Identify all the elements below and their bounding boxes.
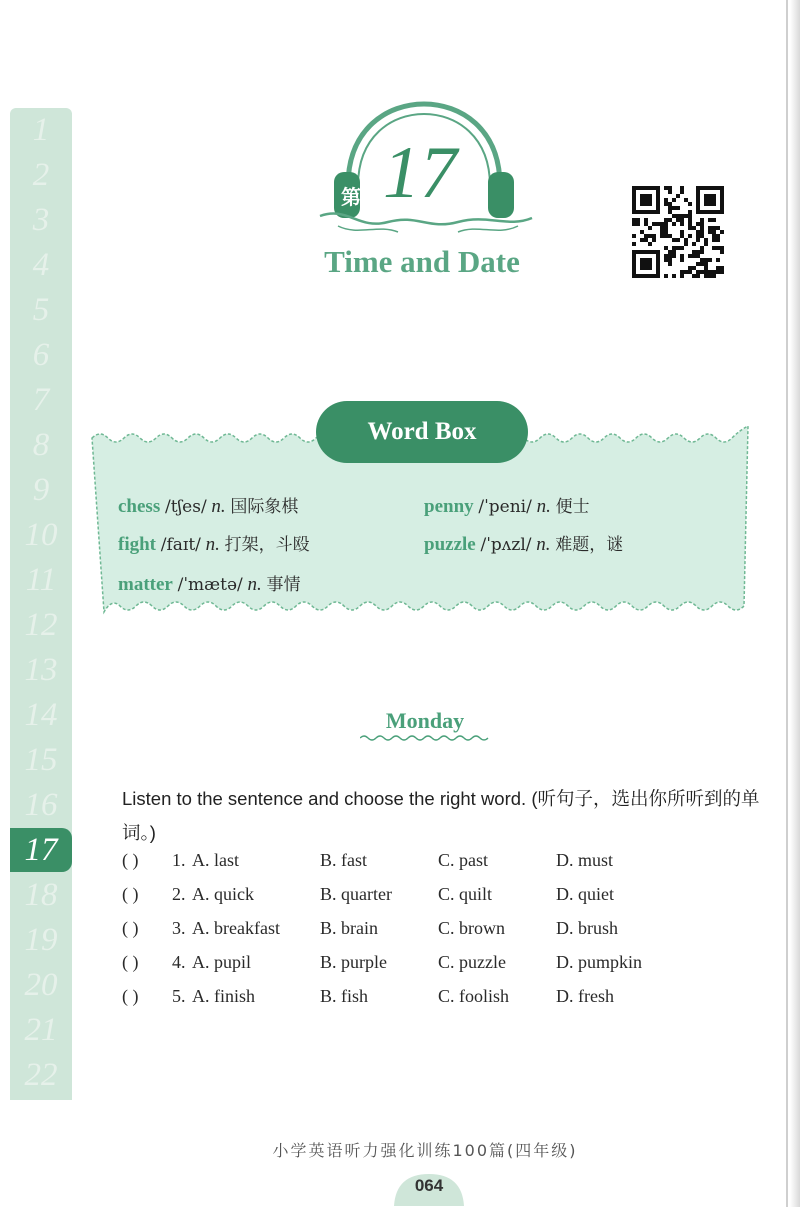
word-entry bbox=[424, 530, 623, 556]
word: fight bbox=[118, 534, 156, 555]
question-number: 4. bbox=[172, 952, 186, 972]
phonetic: /tʃes/ bbox=[164, 497, 207, 517]
page-number: 064 bbox=[414, 1176, 444, 1195]
qr-code-image[interactable] bbox=[632, 186, 724, 278]
meaning: 国际象棋 bbox=[230, 497, 299, 517]
chapter-tab-1[interactable]: 1 bbox=[32, 112, 50, 148]
meaning: 事情 bbox=[266, 575, 301, 595]
option-d: D. pumpkin bbox=[556, 952, 643, 972]
option-d: D. brush bbox=[556, 918, 618, 938]
chapter-tab-10[interactable]: 10 bbox=[24, 517, 58, 553]
chapter-tab-8[interactable]: 8 bbox=[32, 427, 50, 463]
question-row bbox=[122, 986, 682, 1012]
meaning: 便士 bbox=[555, 497, 590, 517]
option-c: C. past bbox=[438, 850, 489, 870]
word: matter bbox=[118, 574, 173, 595]
part-of-speech: n. bbox=[536, 496, 551, 517]
chapter-tab-13[interactable]: 13 bbox=[24, 652, 58, 688]
chapter-tab-21[interactable]: 21 bbox=[24, 1012, 58, 1048]
chapter-tab-18[interactable]: 18 bbox=[24, 877, 58, 913]
option-b: B. brain bbox=[320, 918, 378, 938]
word-entry bbox=[118, 492, 298, 518]
question-row bbox=[122, 850, 682, 876]
chapter-tab-19[interactable]: 19 bbox=[24, 922, 58, 958]
answer-blank[interactable]: ( ) bbox=[122, 918, 139, 938]
word: penny bbox=[424, 496, 474, 517]
chapter-tab-17[interactable]: 17 bbox=[10, 828, 72, 872]
meaning: 打架，斗殴 bbox=[224, 535, 310, 555]
chapter-tab-15[interactable]: 15 bbox=[24, 742, 58, 778]
part-of-speech: n. bbox=[205, 534, 220, 555]
option-a: A. pupil bbox=[192, 952, 252, 972]
chapter-tab-9[interactable]: 9 bbox=[32, 472, 50, 508]
question-number: 1. bbox=[172, 850, 186, 870]
option-d: D. must bbox=[556, 850, 614, 870]
chapter-tab-12[interactable]: 12 bbox=[24, 607, 58, 643]
word-entry bbox=[118, 570, 300, 596]
word-entry bbox=[118, 530, 310, 556]
option-c: C. brown bbox=[438, 918, 505, 938]
option-b: B. fast bbox=[320, 850, 367, 870]
answer-blank[interactable]: ( ) bbox=[122, 952, 139, 972]
chapter-tab-5[interactable]: 5 bbox=[32, 292, 50, 328]
option-b: B. fish bbox=[320, 986, 369, 1006]
week-suffix: 周 bbox=[453, 185, 473, 209]
option-c: C. foolish bbox=[438, 986, 510, 1006]
week-prefix: 第 bbox=[341, 185, 361, 209]
week-number: 17 bbox=[383, 132, 457, 214]
option-d: D. quiet bbox=[556, 884, 614, 904]
phonetic: /ˈmætə/ bbox=[177, 575, 243, 595]
question-row bbox=[122, 918, 682, 944]
phonetic: /ˈpeni/ bbox=[478, 497, 532, 517]
chapter-tab-20[interactable]: 20 bbox=[24, 967, 58, 1003]
word: chess bbox=[118, 496, 161, 517]
option-a: A. quick bbox=[192, 884, 254, 904]
answer-blank[interactable]: ( ) bbox=[122, 850, 139, 870]
question-row bbox=[122, 884, 682, 910]
part-of-speech: n. bbox=[211, 496, 226, 517]
page-shadow bbox=[790, 0, 800, 1207]
phonetic: /ˈpʌzl/ bbox=[480, 535, 532, 555]
meaning: 难题，谜 bbox=[555, 535, 624, 555]
book-title: 小学英语听力强化训练100篇(四年级) bbox=[272, 1141, 578, 1160]
question-number: 3. bbox=[172, 918, 186, 938]
option-b: B. quarter bbox=[320, 884, 392, 904]
chapter-tab-4[interactable]: 4 bbox=[32, 247, 50, 283]
option-a: A. last bbox=[192, 850, 239, 870]
option-b: B. purple bbox=[320, 952, 387, 972]
chapter-tab-11[interactable]: 11 bbox=[25, 562, 57, 598]
instruction-text: Listen to the sentence and choose the right word. (听句子，选出你所听到的单词。) bbox=[122, 788, 760, 843]
wavy-underline bbox=[360, 734, 490, 742]
question-row bbox=[122, 952, 682, 978]
unit-title: Time and Date bbox=[324, 244, 520, 279]
chapter-tab-14[interactable]: 14 bbox=[24, 697, 58, 733]
chapter-tab-strip bbox=[10, 108, 72, 1100]
answer-blank[interactable]: ( ) bbox=[122, 986, 139, 1006]
chapter-tab-6[interactable]: 6 bbox=[32, 337, 50, 373]
word-entry bbox=[424, 492, 590, 518]
option-a: A. finish bbox=[192, 986, 255, 1006]
chapter-tab-3[interactable]: 3 bbox=[32, 202, 50, 238]
chapter-tab-2[interactable]: 2 bbox=[32, 157, 50, 193]
word: puzzle bbox=[424, 534, 476, 555]
part-of-speech: n. bbox=[536, 534, 551, 555]
day-heading: Monday bbox=[385, 708, 465, 733]
question-number: 2. bbox=[172, 884, 186, 904]
phonetic: /faɪt/ bbox=[160, 535, 201, 555]
option-c: C. puzzle bbox=[438, 952, 506, 972]
option-a: A. breakfast bbox=[192, 918, 280, 938]
option-c: C. quilt bbox=[438, 884, 493, 904]
chapter-tab-7[interactable]: 7 bbox=[32, 382, 50, 418]
page-edge bbox=[786, 0, 788, 1207]
question-number: 5. bbox=[172, 986, 186, 1006]
option-d: D. fresh bbox=[556, 986, 614, 1006]
part-of-speech: n. bbox=[247, 574, 262, 595]
chapter-tab-16[interactable]: 16 bbox=[24, 787, 58, 823]
word-box-label: Word Box bbox=[316, 401, 528, 463]
answer-blank[interactable]: ( ) bbox=[122, 884, 139, 904]
chapter-tab-22[interactable]: 22 bbox=[24, 1057, 58, 1093]
